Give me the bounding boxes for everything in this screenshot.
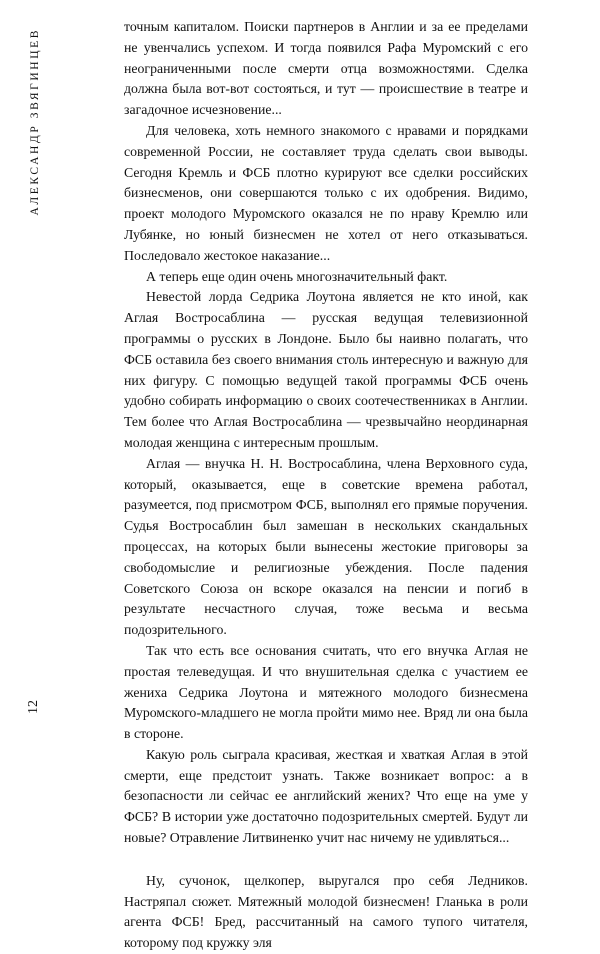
paragraph: точным капиталом. Поиски партнеров в Англии и за ее пределами не увенчались успехом. И тогда появился Рафа Муромский с его неограниченными после смерти отца возможностями. Сделка должна была вот-вот состояться, и тут — происшествие в театре и загадочное исчезновение...: [124, 19, 528, 118]
paragraph: Какую роль сыграла красивая, жесткая и хваткая Аглая в этой смерти, еще предстоит узнать. Также возникает вопрос: а в безопасности ли сейчас ее английский жених? Что еще на уме у ФСБ? В истории уже достаточно подозрительных смертей. Будут ли новые? Отравление Литвиненко учит нас ничему не удивляться...: [124, 746, 528, 846]
paragraph: Аглая — внучка Н. Н. Востросаблина, члена Верховного суда, который, оказывается, еще в советские времена работал, разумеется, под присмотром ФСБ, выполнял его прямые поручения. Судья Востросаблин был замешан в нескольких скандальных процессах, на которых были вынесены жестокие приговоры за свободомыслие и религиозные убеждения. После падения Советского Союза он вскоре оказался на пенсии и погиб в результате несчастного случая, тоже весьма и весьма подозрительного.: [124, 455, 528, 638]
running-header: АЛЕКСАНДР ЗВЯГИНЦЕВ: [29, 28, 41, 216]
paragraph: Так что есть все основания считать, что его внучка Аглая не простая телеведущая. И что внушительная сделка с участием ее жениха Седрика Лоутона и мятежного молодого бизнесмена Муромского-младшего не могла пройти мимо нее. Вряд ли она была в стороне.: [124, 642, 528, 742]
page-number: 12: [26, 700, 41, 714]
paragraph: Для человека, хоть немного знакомого с нравами и порядками современной России, не составляет труда сделать свои выводы. Сегодня Кремль и ФСБ плотно курируют все сделки российских бизнесменов, они совершаются только с их одобрения. Видимо, проект молодого Муромского оказался не по нраву Кремлю или Лубянке, но юный бизнесмен не хотел от него отказываться. Последовало жестокое наказание...: [124, 122, 528, 263]
body-text: [124, 17, 528, 954]
paragraph: Ну, сучонок, щелкопер, выругался про себя Ледников. Настряпал сюжет. Мятежный молодой бизнесмен! Гланька в роли агента ФСБ! Бред, рассчитанный на самого тупого читателя, которому под кружку эля: [124, 872, 528, 951]
paragraph: А теперь еще один очень многозначительный факт.: [146, 268, 448, 284]
paragraph: Невестой лорда Седрика Лоутона является не кто иной, как Аглая Востросаблина — русская ведущая телевизионной программы о русских в Лондоне. Было бы наивно полагать, что ФСБ оставила без своего внимания столь интересную и важную для них фигуру. С помощью ведущей такой программы ФСБ очень удобно собирать информацию о своих соотечественниках в Англии. Тем более что Аглая Востросаблина — чрезвычайно неординарная молодая женщина с интересным прошлым.: [124, 289, 528, 450]
